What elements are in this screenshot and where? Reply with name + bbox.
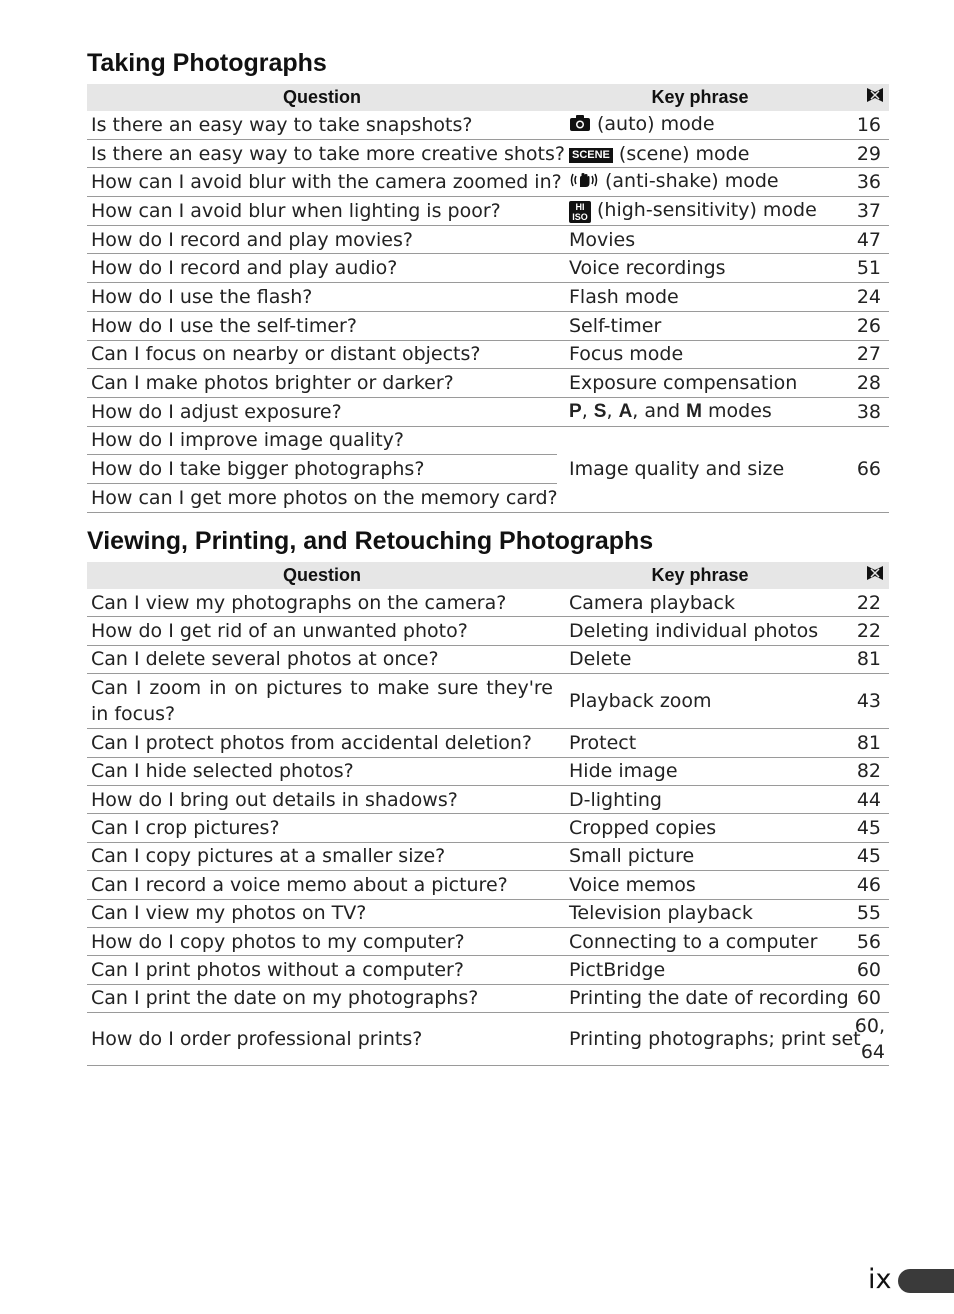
key-phrase-cell: Movies <box>557 225 843 254</box>
table-row <box>87 397 889 426</box>
key-phrase-cell: Delete <box>557 645 843 673</box>
key-phrase-cell: Printing photographs; print set <box>557 1013 843 1066</box>
page-cell: 45 <box>843 842 889 870</box>
page-cell: 37 <box>843 197 889 226</box>
question-cell: Can I crop pictures? <box>87 814 557 842</box>
question-header: Question <box>87 84 557 111</box>
table-row <box>87 139 889 168</box>
section-title: Viewing, Printing, and Retouching Photographs <box>87 527 654 555</box>
key-phrase-cell: Protect <box>557 729 843 757</box>
page-cell: 27 <box>843 340 889 369</box>
question-cell: How do I improve image quality? <box>87 426 557 455</box>
page-cell: 66 <box>843 426 889 512</box>
key-phrase-cell: SCENE (scene) mode <box>557 139 843 168</box>
key-phrase-cell: (anti-shake) mode <box>557 168 843 197</box>
question-cell: Can I copy pictures at a smaller size? <box>87 842 557 870</box>
question-cell: How do I use the flash? <box>87 283 557 312</box>
question-cell: How can I avoid blur with the camera zoomed in? <box>87 168 557 197</box>
table-row <box>87 283 889 312</box>
table-row <box>87 617 889 645</box>
question-cell: How do I bring out details in shadows? <box>87 785 557 813</box>
question-cell: Can I hide selected photos? <box>87 757 557 785</box>
key-phrase-header: Key phrase <box>557 84 843 111</box>
page-cell: 22 <box>843 589 889 617</box>
page-cell: 16 <box>843 111 889 139</box>
table-row <box>87 842 889 870</box>
page-cell: 24 <box>843 283 889 312</box>
key-phrase-cell: Exposure compensation <box>557 369 843 398</box>
table-row <box>87 369 889 398</box>
page-cell: 56 <box>843 927 889 955</box>
question-cell: Is there an easy way to take snapshots? <box>87 111 557 139</box>
key-phrase-cell: Self-timer <box>557 311 843 340</box>
question-cell: How do I use the self-timer? <box>87 311 557 340</box>
table-row <box>87 757 889 785</box>
page-cell: 46 <box>843 871 889 899</box>
qa-table <box>87 84 889 513</box>
high-iso-icon: HI ISO <box>569 201 591 223</box>
key-phrase-cell: Hide image <box>557 757 843 785</box>
question-cell: How do I adjust exposure? <box>87 397 557 426</box>
section-title: Taking Photographs <box>87 49 327 77</box>
question-cell: How can I avoid blur when lighting is poor? <box>87 197 557 226</box>
page-cell: 55 <box>843 899 889 927</box>
page-edge-tab <box>898 1269 954 1293</box>
table-row <box>87 984 889 1012</box>
question-cell: Can I print photos without a computer? <box>87 956 557 984</box>
scene-icon: SCENE <box>569 148 613 163</box>
page-cell: 60 <box>843 984 889 1012</box>
table-row <box>87 340 889 369</box>
page-cell: 82 <box>843 757 889 785</box>
table-row <box>87 674 889 729</box>
key-phrase-cell: Connecting to a computer <box>557 927 843 955</box>
page-cell: 22 <box>843 617 889 645</box>
table-row <box>87 168 889 197</box>
table-header-row <box>87 84 889 111</box>
table-row <box>87 111 889 139</box>
key-phrase-cell: Cropped copies <box>557 814 843 842</box>
page-cell: 47 <box>843 225 889 254</box>
key-phrase-cell: Deleting individual photos <box>557 617 843 645</box>
key-phrase-cell: Television playback <box>557 899 843 927</box>
camera-icon <box>569 114 591 137</box>
page-cell: 60, 64 <box>843 1013 889 1066</box>
page-cell: 44 <box>843 785 889 813</box>
page-reference-icon <box>843 562 889 589</box>
key-phrase-cell: D-lighting <box>557 785 843 813</box>
key-phrase-cell: Camera playback <box>557 589 843 617</box>
mode-m-label: M <box>686 401 702 423</box>
question-cell: Can I protect photos from accidental deletion? <box>87 729 557 757</box>
key-phrase-cell: Image quality and size <box>557 426 843 512</box>
table-row <box>87 645 889 673</box>
table-row <box>87 225 889 254</box>
table-row <box>87 956 889 984</box>
question-cell: How do I get rid of an unwanted photo? <box>87 617 557 645</box>
table-row <box>87 254 889 283</box>
page-cell: 29 <box>843 139 889 168</box>
key-phrase-cell: (auto) mode <box>557 111 843 139</box>
key-phrase-header: Key phrase <box>557 562 843 589</box>
page-cell: 51 <box>843 254 889 283</box>
question-cell: How do I record and play audio? <box>87 254 557 283</box>
page-cell: 28 <box>843 369 889 398</box>
question-cell: How do I copy photos to my computer? <box>87 927 557 955</box>
question-cell: How do I take bigger photographs? <box>87 455 557 484</box>
key-phrase-cell: Voice memos <box>557 871 843 899</box>
question-cell: How can I get more photos on the memory card? <box>87 483 557 512</box>
key-phrase-cell: P, S, A, and M modes <box>557 397 843 426</box>
table-row <box>87 311 889 340</box>
question-header: Question <box>87 562 557 589</box>
section-viewing-printing-retouching <box>87 526 889 1066</box>
key-phrase-cell: Focus mode <box>557 340 843 369</box>
question-cell: Can I print the date on my photographs? <box>87 984 557 1012</box>
question-cell: Can I delete several photos at once? <box>87 645 557 673</box>
table-row <box>87 729 889 757</box>
question-cell: How do I order professional prints? <box>87 1013 557 1066</box>
page-cell: 43 <box>843 674 889 729</box>
question-cell: Can I zoom in on pictures to make sure they're in focus? <box>87 674 557 729</box>
table-header-row <box>87 562 889 589</box>
table-row <box>87 1013 889 1066</box>
page-cell: 60 <box>843 956 889 984</box>
question-cell: Can I focus on nearby or distant objects? <box>87 340 557 369</box>
key-phrase-cell: PictBridge <box>557 956 843 984</box>
table-row <box>87 426 889 455</box>
table-row <box>87 785 889 813</box>
page-cell: 81 <box>843 729 889 757</box>
qa-table <box>87 562 889 1066</box>
page-reference-icon <box>843 84 889 111</box>
table-row <box>87 871 889 899</box>
page-cell: 26 <box>843 311 889 340</box>
mode-s-label: S <box>593 401 607 423</box>
page-cell: 38 <box>843 397 889 426</box>
page-cell: 45 <box>843 814 889 842</box>
section-taking-photographs <box>87 48 889 513</box>
table-row <box>87 899 889 927</box>
question-cell: Can I view my photos on TV? <box>87 899 557 927</box>
page-cell: 36 <box>843 168 889 197</box>
mode-a-label: A <box>618 401 633 423</box>
key-phrase-cell: Small picture <box>557 842 843 870</box>
anti-shake-icon <box>569 171 599 194</box>
key-phrase-cell: Printing the date of recording <box>557 984 843 1012</box>
key-phrase-cell: Flash mode <box>557 283 843 312</box>
page-cell: 81 <box>843 645 889 673</box>
question-cell: Can I make photos brighter or darker? <box>87 369 557 398</box>
question-cell: Is there an easy way to take more creative shots? <box>87 139 557 168</box>
table-row <box>87 197 889 226</box>
key-phrase-cell: Playback zoom <box>557 674 843 729</box>
page-number: ix <box>868 1264 892 1295</box>
key-phrase-cell: Voice recordings <box>557 254 843 283</box>
table-row <box>87 814 889 842</box>
key-phrase-cell: HI ISO (high-sensitivity) mode <box>557 197 843 226</box>
question-cell: How do I record and play movies? <box>87 225 557 254</box>
table-row <box>87 589 889 617</box>
question-cell: Can I view my photographs on the camera? <box>87 589 557 617</box>
mode-p-label: P <box>569 401 582 423</box>
question-cell: Can I record a voice memo about a picture? <box>87 871 557 899</box>
table-row <box>87 927 889 955</box>
